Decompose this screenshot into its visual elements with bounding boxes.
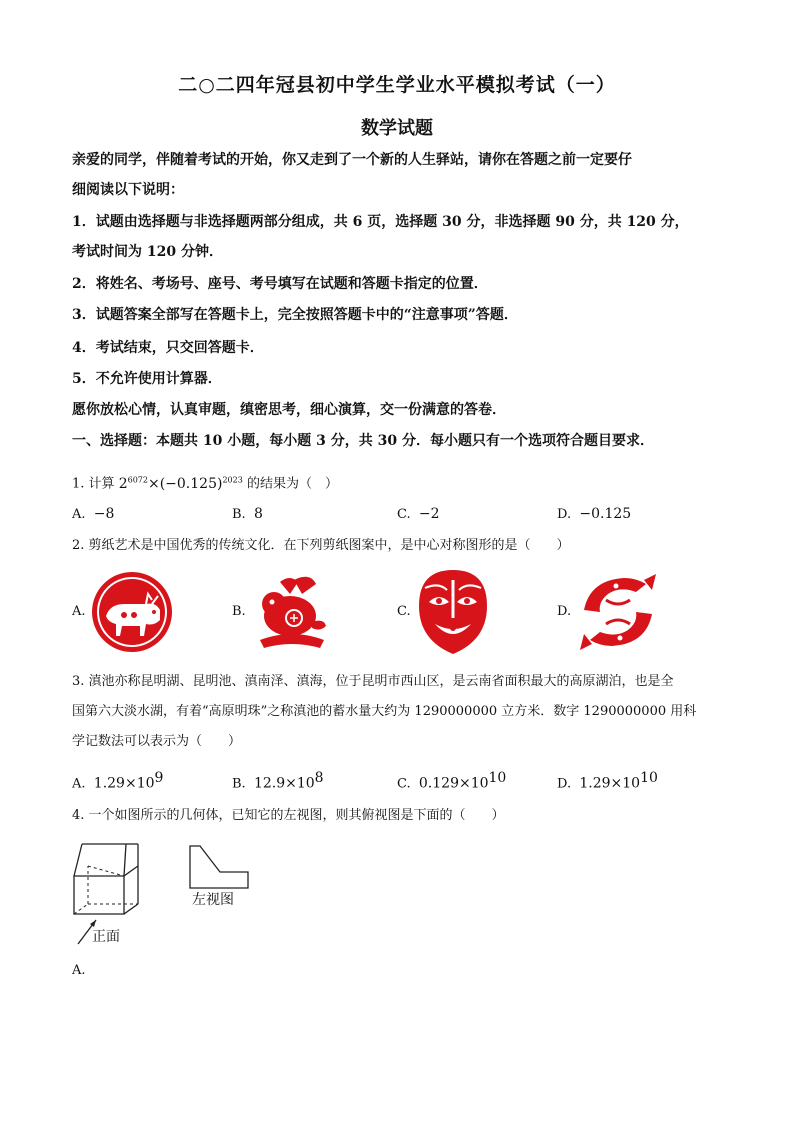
- instruction-3: 3．试题答案全部写在答题卡上，完全按照答题卡中的“注意事项”答题．: [72, 307, 518, 323]
- instruction-4: 4．考试结束，只交回答题卡．: [72, 340, 264, 356]
- question-2: 2. 剪纸艺术是中国优秀的传统文化．在下列剪纸图案中，是中心对称图形的是（ ）: [72, 538, 570, 553]
- q1-option-c: C. −2: [397, 506, 440, 522]
- q2-rabbit-papercut-image: [250, 570, 334, 658]
- q2-option-a-label: A.: [72, 604, 86, 619]
- q4-left-view-label: 左视图: [192, 892, 234, 908]
- q1-option-d: D. −0.125: [557, 506, 632, 522]
- q1-prefix: 1. 计算: [72, 476, 115, 492]
- question-3-line-2: 国第六大淡水湖，有着“高原明珠”之称滇池的蓄水量大约为 1290000000 立方米．数字 1290000000 用科: [72, 704, 697, 719]
- q1-option-b: B. 8: [232, 506, 263, 522]
- instruction-1a: 1．试题由选择题与非选择题两部分组成，共 6 页，选择题 30 分，非选择题 90 分，共 120 分，: [72, 214, 689, 230]
- intro-line-2: 细阅读以下说明：: [72, 182, 184, 198]
- q1-expression: $2^{6072}\times(-0.125)^{2023}$: [118, 475, 243, 492]
- q2-fish-papercut-image: [576, 570, 660, 658]
- question-3-line-3: 学记数法可以表示为（ ）: [72, 734, 242, 749]
- q2-option-d-label: D.: [557, 604, 572, 619]
- q2-opera-mask-papercut-image: [415, 568, 491, 660]
- intro-line-1: 亲爱的同学，伴随着考试的开始，你又走到了一个新的人生驿站，请你在答题之前一定要仔: [72, 152, 632, 168]
- q1-option-a: A. −8: [72, 506, 115, 522]
- q4-front-label: 正面: [92, 929, 120, 945]
- wish-line: 愿你放松心情，认真审题，缜密思考，细心演算，交一份满意的答卷．: [72, 402, 506, 418]
- question-1: [72, 470, 732, 495]
- question-4: 4. 一个如图所示的几何体，已知它的左视图，则其俯视图是下面的（ ）: [72, 808, 505, 823]
- q1-suffix: 的结果为（ ）: [246, 476, 338, 492]
- q3-option-b: B. $12.9\times 10^8$: [232, 770, 324, 792]
- q3-option-a: A. $1.29\times 10^9$: [72, 770, 164, 792]
- q3-option-c: C. $0.129\times 10^{10}$: [397, 770, 507, 792]
- q4-option-a: A.: [72, 963, 86, 978]
- section-heading: 一、选择题：本题共 10 小题，每小题 3 分，共 30 分．每小题只有一个选项符合题目要求．: [72, 433, 654, 449]
- q2-ox-papercut-image: [90, 570, 174, 658]
- instruction-2: 2．将姓名、考场号、座号、考号填写在试题和答题卡指定的位置．: [72, 276, 488, 292]
- page-title: 二○二四年冠县初中学生学业水平模拟考试（一）: [178, 74, 616, 96]
- question-3-line-1: 3. 滇池亦称昆明湖、昆明池、滇南泽、滇海，位于昆明市西山区，是云南省面积最大的高原湖泊，也是全: [72, 674, 674, 689]
- page-subtitle: 数学试题: [361, 118, 433, 139]
- q2-option-c-label: C.: [397, 604, 411, 619]
- instruction-5: 5．不允许使用计算器．: [72, 371, 222, 387]
- q2-option-b-label: B.: [232, 604, 246, 619]
- instruction-1b: 考试时间为 120 分钟．: [72, 244, 223, 260]
- q3-option-d: D. $1.29\times 10^{10}$: [557, 770, 658, 792]
